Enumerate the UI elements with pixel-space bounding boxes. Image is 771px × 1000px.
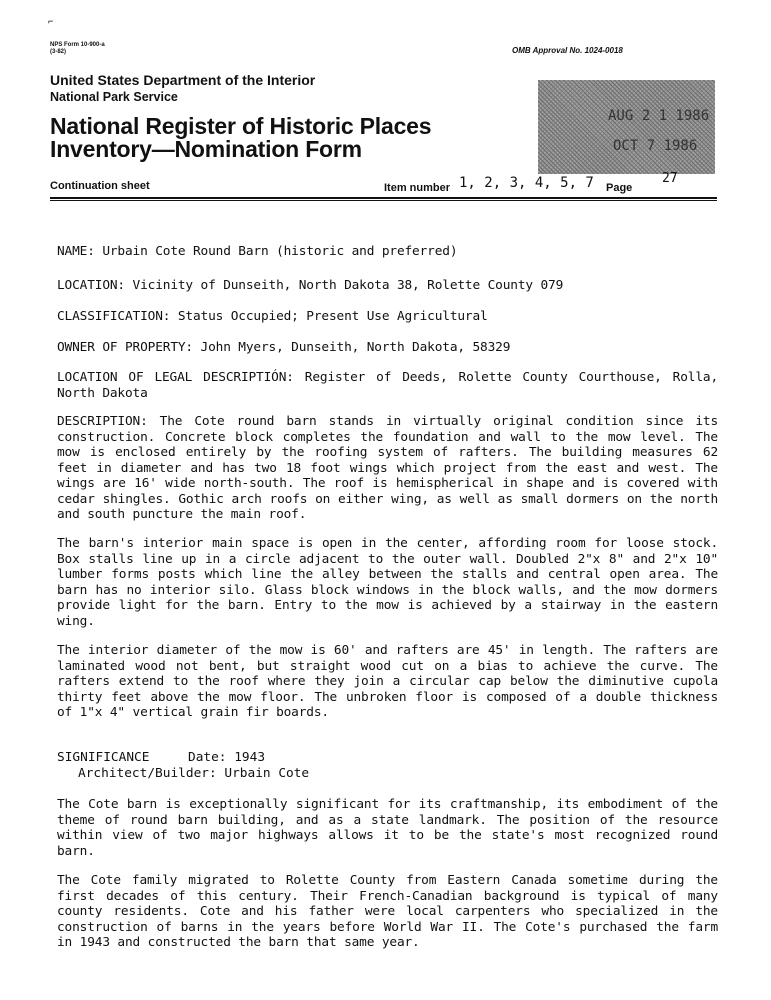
agency-name: National Park Service: [50, 90, 178, 104]
item-number-label: Item number: [384, 182, 451, 194]
received-stamp: [538, 80, 715, 174]
form-title-line2: Inventory—Nomination Form: [50, 136, 362, 162]
page-number: 27: [662, 171, 678, 186]
form-title-line1: National Register of Historic Places: [50, 113, 432, 139]
form-number-line1: NPS Form 10-900-a: [50, 42, 105, 48]
form-number-line2: (3-82): [50, 49, 67, 55]
significance-label: SIGNIFICANCE: [57, 750, 150, 765]
significance-date: Date: 1943: [187, 750, 266, 765]
name-field: NAME: Urbain Cote Round Barn (historic and preferred): [57, 244, 458, 259]
location-field: LOCATION: Vicinity of Dunseith, North Dakota 38, Rolette County 079: [57, 278, 564, 293]
stamp-entered-date: OCT 7 1986: [613, 138, 698, 154]
stamp-received-date: AUG 2 1 1986: [608, 108, 710, 124]
corner-mark: ⌐: [48, 16, 54, 26]
owner-field: OWNER OF PROPERTY: John Myers, Dunseith, North Dakota, 58329: [57, 340, 511, 355]
significance-paragraph-1: The Cote barn is exceptionally significant for its craftmanship, its embodiment of the theme of round barn building, and as a state landmark. The position of the resource within view of two major highways allows it to be the state's most recognized round barn.: [57, 797, 718, 859]
significance-paragraph-2: The Cote family migrated to Rolette County from Eastern Canada sometime during the first decades of this century. Their French-Canadian background is typical of many county residents. Cote and his father were local carpenters who specialized in the construction of barns in the years before World War II. The Cote's purchased the farm in 1943 and constructed the barn that same year.: [57, 873, 718, 950]
continuation-sheet-label: Continuation sheet: [50, 180, 150, 192]
item-number-value: 1, 2, 3, 4, 5, 7: [459, 175, 594, 191]
classification-field: CLASSIFICATION: Status Occupied; Present Use Agricultural: [57, 309, 488, 324]
architect-builder: Architect/Builder: Urbain Cote: [78, 766, 310, 781]
significance-heading: [57, 750, 265, 766]
header-rule-thin: [50, 200, 717, 201]
header-rule: [50, 197, 717, 199]
description-paragraph-3: The interior diameter of the mow is 60' and rafters are 45' in length. The rafters are laminated wood not bent, but straight wood cut on a bias to achieve the curve. The rafters extend to the roof where they join a circular cap below the diminutive cupola thirty feet above the mow floor. The unbroken floor is composed of a double thickness of 1"x 4" vertical grain fir boards.: [57, 643, 718, 720]
description-paragraph-2: The barn's interior main space is open in the center, affording room for loose stock. Box stalls line up in a circle adjacent to the outer wall. Doubled 2"x 8" and 2"x 10" lumber forms posts which line the alley between the stalls and central open area. The barn has no interior silo. Glass block windows in the block walls, and the mow dormers provide light for the barn. Entry to the mow is achieved by a stairway in the eastern wing.: [57, 536, 718, 629]
form-number: [50, 42, 105, 56]
description-paragraph-1: DESCRIPTION: The Cote round barn stands in virtually original condition since its construction. Concrete block completes the foundation and wall to the mow level. The mow is enclosed entirely by the roofing system of rafters. The building measures 62 feet in diameter and has two 18 foot wings which project from the east and west. The wings are 16' wide north-south. The roof is hemispherical in shape and is covered with cedar shingles. Gothic arch roofs on either wing, as well as small dormers on the north and south puncture the main roof.: [57, 414, 718, 522]
page-label: Page: [606, 182, 633, 194]
department-name: United States Department of the Interior: [50, 72, 316, 88]
omb-approval: OMB Approval No. 1024-0018: [512, 46, 623, 55]
legal-description-field: LOCATION OF LEGAL DESCRIPTIÓN: Register of Deeds, Rolette County Courthouse, Rolla, North Dakota: [57, 370, 718, 401]
